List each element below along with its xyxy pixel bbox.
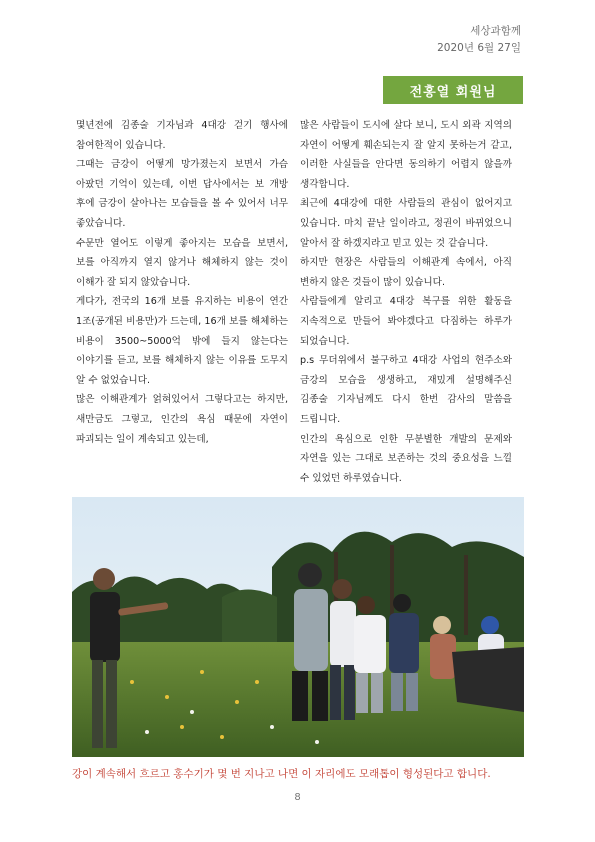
paragraph: 몇년전에 김종술 기자님과 4대강 걷기 행사에 참여한적이 있습니다. — [76, 120, 288, 151]
publication-date: 2020년 6월 27일 — [437, 42, 521, 54]
photo-caption: 강이 계속해서 흐르고 홍수기가 몇 번 지나고 나면 이 자리에도 모래톱이 형성된다고 합니다. — [72, 768, 491, 780]
paragraph: 사람들에게 알리고 4대강 복구를 위한 활동을 지속적으로 만들어 봐야겠다고 다짐하는 하루가 되었습니다. — [300, 296, 512, 347]
right-column — [300, 116, 512, 488]
field-trip-photo — [72, 497, 524, 757]
paragraph: 하지만 현장은 사람들의 이해관계 속에서, 아직 변하지 않은 것들이 많이 있습니다. — [300, 257, 512, 288]
paragraph: 최근에 4대강에 대한 사람들의 관심이 없어지고 있습니다. 마치 끝난 일이라고, 정권이 바뀌었으니 알아서 잘 하겠지라고 믿고 있는 것 같습니다. — [300, 198, 512, 249]
paragraph: 그때는 금강이 어떻게 망가졌는지 보면서 가슴 아팠던 기억이 있는데, 이번 답사에서는 보 개방 후에 금강이 살아나는 모습들을 볼 수 있어서 너무 좋았습니다. — [76, 159, 288, 229]
paragraph: p.s 무더위에서 불구하고 4대강 사업의 현주소와 금강의 모습을 생생하고, 재밌게 설명해주신 김종술 기자님께도 다시 한번 감사의 말씀을 드립니다. — [300, 355, 512, 425]
paragraph: 수문만 열어도 이렇게 좋아지는 모습을 보면서, 보를 아직까지 열지 않거나 해체하지 않는 것이 이해가 잘 되지 않았습니다. — [76, 237, 288, 288]
paragraph: 게다가, 전국의 16개 보를 유지하는 비용이 연간 1조(공개된 비용만)가 드는데, 16개 보를 해체하는 비용이 3500~5000억 밖에 들지 않는다는 이야기를 듣고, 보를 해체하지 않는 이유를 도무지 알 수 없었습니다. — [76, 296, 288, 386]
left-column — [76, 116, 288, 449]
publication-name: 세상과함께 — [470, 25, 521, 37]
author-badge: 전홍열 회원님 — [383, 76, 523, 104]
paragraph: 많은 이해관계가 얽혀있어서 그렇다고는 하지만, 새만금도 그렇고, 인간의 욕심 때문에 자연이 파괴되는 일이 계속되고 있는데, — [76, 394, 288, 445]
paragraph: 인간의 욕심으로 인한 무분별한 개발의 문제와 자연을 있는 그대로 보존하는 것의 중요성을 느낄 수 있었던 하루였습니다. — [300, 433, 512, 484]
paragraph: 많은 사람들이 도시에 살다 보니, 도시 외곽 지역의 자연이 어떻게 훼손되는지 잘 알지 못하는거 같고, 이러한 사실들을 안다면 동의하기 어렵지 않을까 생각합니다. — [300, 120, 512, 190]
page-number: 8 — [294, 792, 301, 803]
